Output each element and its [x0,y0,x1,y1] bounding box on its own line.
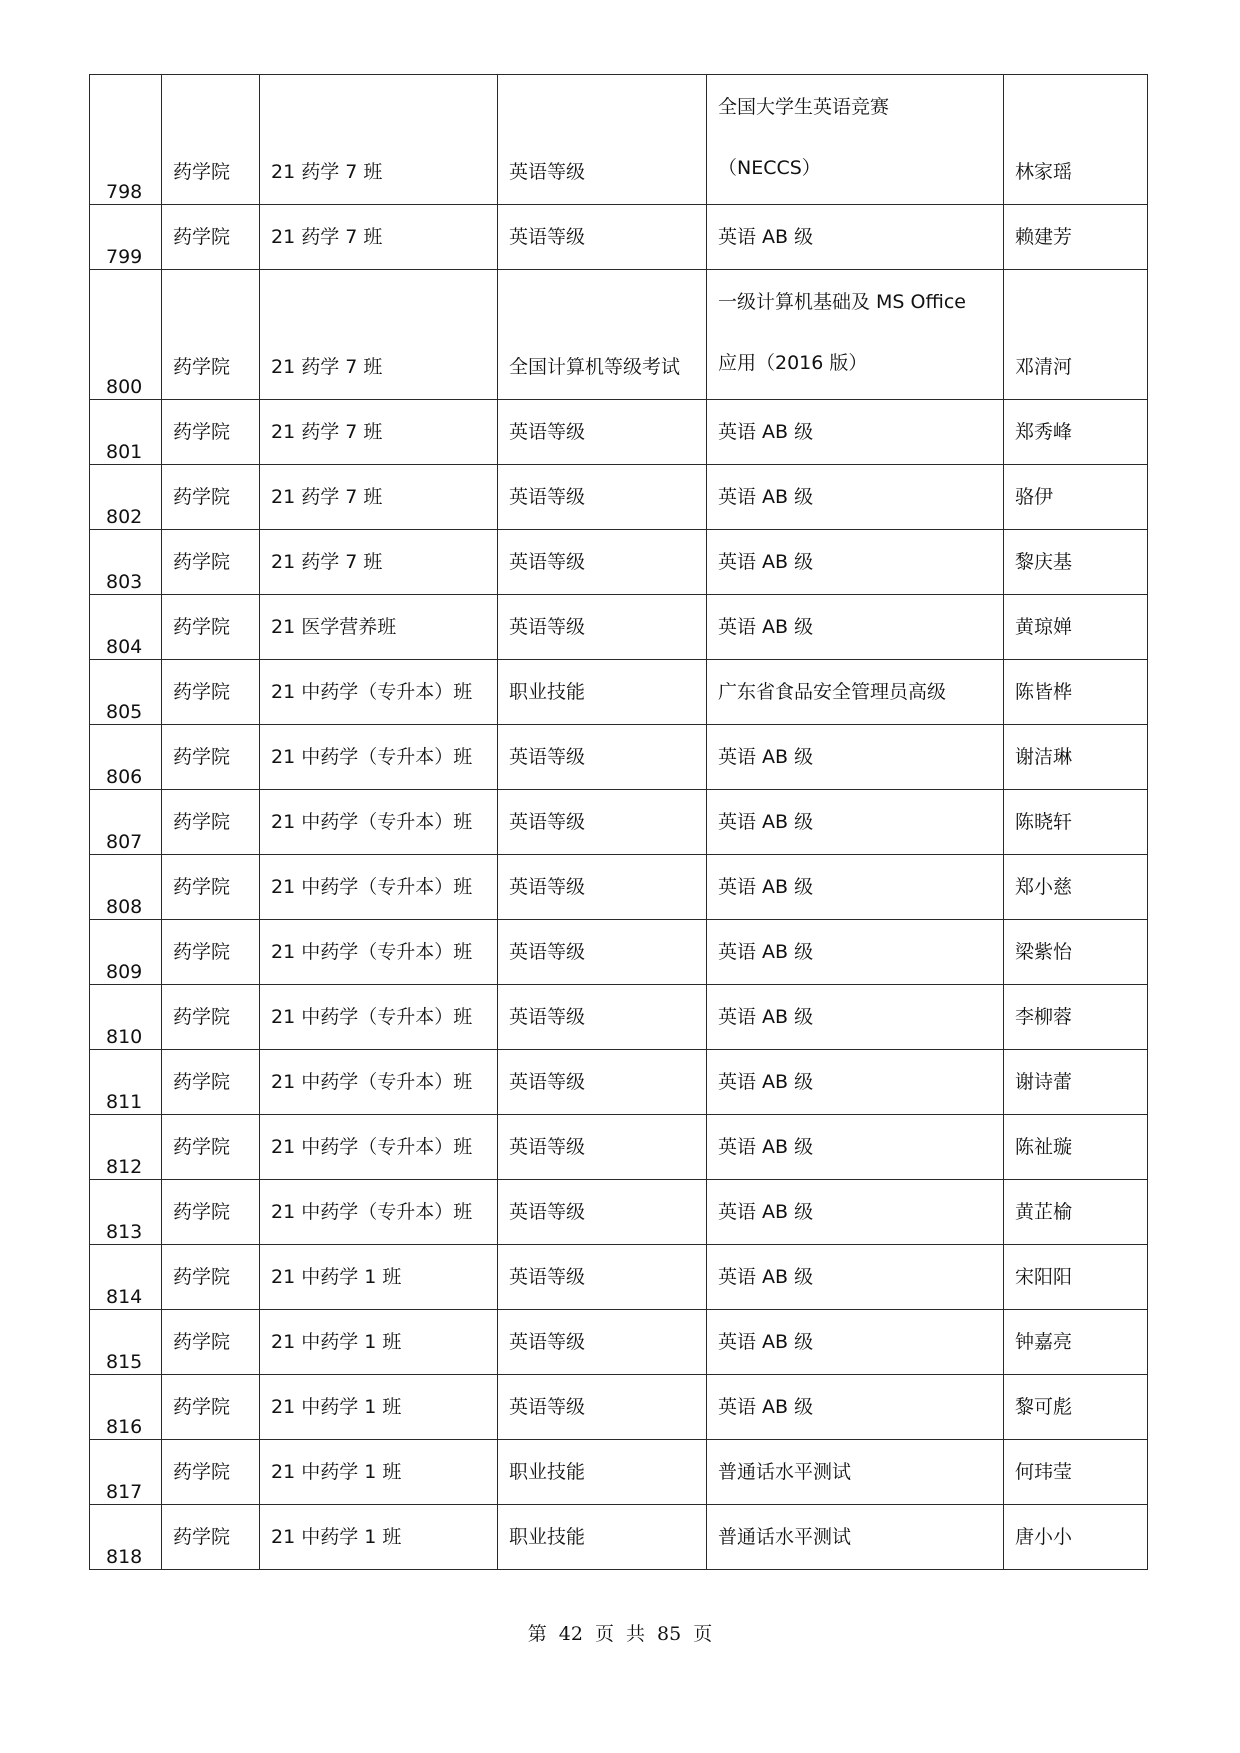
college-text: 药学院 [173,226,231,248]
cell-category [498,1310,707,1375]
table-row [90,855,1148,920]
category-text: 职业技能 [509,1461,586,1483]
name-text: 谢洁琳 [1015,746,1073,768]
category-text: 英语等级 [509,1006,586,1028]
table-row [90,790,1148,855]
cell-no [90,270,162,400]
cell-item [707,790,1004,855]
item-text: 英语 AB 级 [718,616,814,638]
cell-category [498,530,707,595]
cell-no [90,1505,162,1570]
item-text: 英语 AB 级 [718,421,814,443]
cell-name [1004,595,1148,660]
cell-item [707,595,1004,660]
table-row [90,920,1148,985]
cell-no [90,465,162,530]
row-number: 816 [106,1416,143,1438]
cell-no [90,920,162,985]
class-text: 21 中药学 1 班 [271,1461,402,1483]
cell-name [1004,660,1148,725]
class-text: 21 中药学（专升本）班 [271,1201,473,1223]
cell-class [260,75,498,205]
cell-class [260,205,498,270]
cell-item [707,660,1004,725]
college-text: 药学院 [173,356,231,378]
cell-category [498,75,707,205]
cell-name [1004,1375,1148,1440]
cell-category [498,1050,707,1115]
name-text: 林家瑶 [1015,161,1073,183]
row-number: 813 [106,1221,143,1243]
college-text: 药学院 [173,1461,231,1483]
cell-name [1004,855,1148,920]
class-text: 21 医学营养班 [271,616,397,638]
cell-item [707,465,1004,530]
table-row [90,530,1148,595]
name-text: 黎庆基 [1015,551,1073,573]
cell-name [1004,465,1148,530]
cell-class [260,1505,498,1570]
cell-no [90,1180,162,1245]
college-text: 药学院 [173,161,231,183]
cell-item [707,1050,1004,1115]
cell-class [260,1440,498,1505]
college-text: 药学院 [173,1526,231,1548]
cell-category [498,465,707,530]
class-text: 21 中药学（专升本）班 [271,681,473,703]
cell-college [162,660,260,725]
college-text: 药学院 [173,486,231,508]
name-text: 黄琼婵 [1015,616,1073,638]
cell-class [260,595,498,660]
table-row [90,75,1148,205]
item-text: 英语 AB 级 [718,551,814,573]
cell-class [260,660,498,725]
row-number: 802 [106,506,143,528]
cell-no [90,1050,162,1115]
cell-college [162,1375,260,1440]
cell-class [260,920,498,985]
table-row [90,1310,1148,1375]
name-text: 邓清河 [1015,356,1073,378]
table-row [90,270,1148,400]
cell-name [1004,790,1148,855]
cell-item [707,1440,1004,1505]
college-text: 药学院 [173,1071,231,1093]
name-text: 李柳蓉 [1015,1006,1073,1028]
name-text: 骆伊 [1015,486,1054,508]
item-text: 英语 AB 级 [718,486,814,508]
cell-class [260,985,498,1050]
name-text: 黎可彪 [1015,1396,1073,1418]
item-text: 普通话水平测试 [718,1526,852,1548]
name-text: 陈晓轩 [1015,811,1073,833]
cell-name [1004,985,1148,1050]
cell-college [162,855,260,920]
cell-category [498,270,707,400]
college-text: 药学院 [173,1331,231,1353]
name-text: 赖建芳 [1015,226,1073,248]
cell-class [260,1245,498,1310]
college-text: 药学院 [173,811,231,833]
cell-college [162,205,260,270]
row-number: 807 [106,831,143,853]
cell-item [707,75,1004,205]
row-number: 801 [106,441,143,463]
category-text: 英语等级 [509,1266,586,1288]
class-text: 21 中药学（专升本）班 [271,811,473,833]
row-number: 799 [106,246,143,268]
cell-item [707,985,1004,1050]
name-text: 郑秀峰 [1015,421,1073,443]
cell-item [707,1245,1004,1310]
cell-college [162,790,260,855]
cell-item [707,855,1004,920]
name-text: 陈皆桦 [1015,681,1073,703]
cell-college [162,1310,260,1375]
row-number: 817 [106,1481,143,1503]
category-text: 职业技能 [509,1526,586,1548]
cell-category [498,205,707,270]
item-text: 英语 AB 级 [718,1331,814,1353]
cell-category [498,920,707,985]
item-line: 一级计算机基础及 MS Office [718,291,966,313]
college-text: 药学院 [173,551,231,573]
cell-name [1004,205,1148,270]
college-text: 药学院 [173,421,231,443]
college-text: 药学院 [173,1006,231,1028]
cell-name [1004,530,1148,595]
class-text: 21 中药学 1 班 [271,1331,402,1353]
category-text: 英语等级 [509,1331,586,1353]
name-text: 黄芷榆 [1015,1201,1073,1223]
class-text: 21 药学 7 班 [271,551,383,573]
cell-category [498,595,707,660]
class-text: 21 中药学（专升本）班 [271,1006,473,1028]
cell-college [162,1505,260,1570]
category-text: 英语等级 [509,1071,586,1093]
cell-item [707,1310,1004,1375]
class-text: 21 药学 7 班 [271,421,383,443]
cell-name [1004,920,1148,985]
cell-college [162,1245,260,1310]
category-text: 英语等级 [509,421,586,443]
item-text: 英语 AB 级 [718,876,814,898]
row-number: 809 [106,961,143,983]
college-text: 药学院 [173,1136,231,1158]
class-text: 21 药学 7 班 [271,226,383,248]
item-text: 英语 AB 级 [718,1071,814,1093]
cell-item [707,1375,1004,1440]
cell-college [162,985,260,1050]
item-line: 全国大学生英语竞赛 [718,96,890,118]
college-text: 药学院 [173,1396,231,1418]
category-text: 全国计算机等级考试 [509,356,681,378]
cell-item [707,270,1004,400]
category-text: 英语等级 [509,161,586,183]
row-number: 804 [106,636,143,658]
name-text: 何玮莹 [1015,1461,1073,1483]
cell-category [498,790,707,855]
item-line: 应用（2016 版） [718,352,868,374]
cell-name [1004,1440,1148,1505]
category-text: 英语等级 [509,1396,586,1418]
cell-item [707,920,1004,985]
cell-name [1004,1115,1148,1180]
cell-college [162,400,260,465]
records-table [89,74,1148,1570]
name-text: 宋阳阳 [1015,1266,1073,1288]
cell-college [162,1050,260,1115]
cell-item [707,1115,1004,1180]
cell-no [90,1440,162,1505]
records-table-body [90,75,1148,1570]
cell-no [90,205,162,270]
cell-no [90,1115,162,1180]
cell-college [162,725,260,790]
item-text: 英语 AB 级 [718,226,814,248]
name-text: 钟嘉亮 [1015,1331,1073,1353]
cell-class [260,530,498,595]
item-text: 广东省食品安全管理员高级 [718,681,947,703]
table-row [90,465,1148,530]
cell-name [1004,1050,1148,1115]
class-text: 21 中药学（专升本）班 [271,941,473,963]
cell-college [162,920,260,985]
cell-no [90,595,162,660]
cell-class [260,1115,498,1180]
cell-college [162,75,260,205]
college-text: 药学院 [173,1266,231,1288]
table-row [90,205,1148,270]
cell-class [260,725,498,790]
class-text: 21 药学 7 班 [271,161,383,183]
item-text: 英语 AB 级 [718,1136,814,1158]
cell-class [260,1375,498,1440]
table-row [90,985,1148,1050]
name-text: 谢诗蕾 [1015,1071,1073,1093]
category-text: 英语等级 [509,1136,586,1158]
cell-class [260,790,498,855]
table-row [90,1375,1148,1440]
cell-college [162,270,260,400]
table-row [90,1180,1148,1245]
name-text: 唐小小 [1015,1526,1073,1548]
cell-no [90,1310,162,1375]
row-number: 814 [106,1286,143,1308]
cell-name [1004,75,1148,205]
cell-category [498,1245,707,1310]
table-row [90,1505,1148,1570]
cell-class [260,1050,498,1115]
cell-category [498,1505,707,1570]
cell-category [498,400,707,465]
class-text: 21 中药学（专升本）班 [271,876,473,898]
page-number-footer: 第 42 页 共 85 页 [527,1623,713,1645]
cell-college [162,1440,260,1505]
cell-category [498,660,707,725]
cell-item [707,400,1004,465]
cell-no [90,1375,162,1440]
cell-class [260,400,498,465]
category-text: 英语等级 [509,226,586,248]
college-text: 药学院 [173,681,231,703]
class-text: 21 中药学（专升本）班 [271,1071,473,1093]
table-row [90,1245,1148,1310]
category-text: 英语等级 [509,746,586,768]
class-text: 21 中药学 1 班 [271,1526,402,1548]
cell-name [1004,400,1148,465]
item-text: 英语 AB 级 [718,1266,814,1288]
class-text: 21 中药学（专升本）班 [271,746,473,768]
class-text: 21 中药学 1 班 [271,1266,402,1288]
college-text: 药学院 [173,941,231,963]
class-text: 21 药学 7 班 [271,486,383,508]
row-number: 812 [106,1156,143,1178]
cell-college [162,465,260,530]
table-row [90,1050,1148,1115]
class-text: 21 药学 7 班 [271,356,383,378]
category-text: 英语等级 [509,616,586,638]
row-number: 798 [106,181,143,203]
category-text: 英语等级 [509,811,586,833]
cell-name [1004,1245,1148,1310]
cell-college [162,1115,260,1180]
cell-no [90,985,162,1050]
category-text: 职业技能 [509,681,586,703]
cell-college [162,1180,260,1245]
row-number: 800 [106,376,143,398]
cell-class [260,1180,498,1245]
cell-college [162,595,260,660]
item-text: 英语 AB 级 [718,811,814,833]
table-row [90,660,1148,725]
table-row [90,595,1148,660]
cell-item [707,725,1004,790]
row-number: 805 [106,701,143,723]
row-number: 810 [106,1026,143,1048]
cell-no [90,400,162,465]
category-text: 英语等级 [509,876,586,898]
item-text: 英语 AB 级 [718,1201,814,1223]
name-text: 梁紫怡 [1015,941,1073,963]
item-text: 英语 AB 级 [718,1396,814,1418]
cell-class [260,465,498,530]
cell-class [260,270,498,400]
cell-college [162,530,260,595]
item-text: 英语 AB 级 [718,1006,814,1028]
item-text: 普通话水平测试 [718,1461,852,1483]
college-text: 药学院 [173,876,231,898]
cell-item [707,530,1004,595]
cell-item [707,1505,1004,1570]
category-text: 英语等级 [509,486,586,508]
cell-name [1004,1180,1148,1245]
cell-name [1004,725,1148,790]
table-row [90,1440,1148,1505]
cell-no [90,75,162,205]
row-number: 806 [106,766,143,788]
college-text: 药学院 [173,1201,231,1223]
category-text: 英语等级 [509,551,586,573]
table-row [90,400,1148,465]
cell-item [707,1180,1004,1245]
cell-no [90,790,162,855]
item-line: （NECCS） [718,157,821,179]
class-text: 21 中药学 1 班 [271,1396,402,1418]
class-text: 21 中药学（专升本）班 [271,1136,473,1158]
row-number: 811 [106,1091,143,1113]
table-row [90,1115,1148,1180]
row-number: 808 [106,896,143,918]
cell-class [260,1310,498,1375]
cell-name [1004,270,1148,400]
table-row [90,725,1148,790]
college-text: 药学院 [173,616,231,638]
row-number: 818 [106,1546,143,1568]
cell-category [498,1115,707,1180]
row-number: 815 [106,1351,143,1373]
name-text: 郑小慈 [1015,876,1073,898]
cell-category [498,725,707,790]
name-text: 陈祉璇 [1015,1136,1073,1158]
item-text: 英语 AB 级 [718,746,814,768]
cell-no [90,1245,162,1310]
item-text: 英语 AB 级 [718,941,814,963]
cell-name [1004,1310,1148,1375]
cell-name [1004,1505,1148,1570]
cell-no [90,725,162,790]
cell-no [90,530,162,595]
category-text: 英语等级 [509,941,586,963]
college-text: 药学院 [173,746,231,768]
cell-category [498,1180,707,1245]
cell-item [707,205,1004,270]
row-number: 803 [106,571,143,593]
cell-category [498,985,707,1050]
cell-category [498,855,707,920]
category-text: 英语等级 [509,1201,586,1223]
cell-no [90,660,162,725]
cell-category [498,1375,707,1440]
cell-no [90,855,162,920]
cell-category [498,1440,707,1505]
cell-class [260,855,498,920]
